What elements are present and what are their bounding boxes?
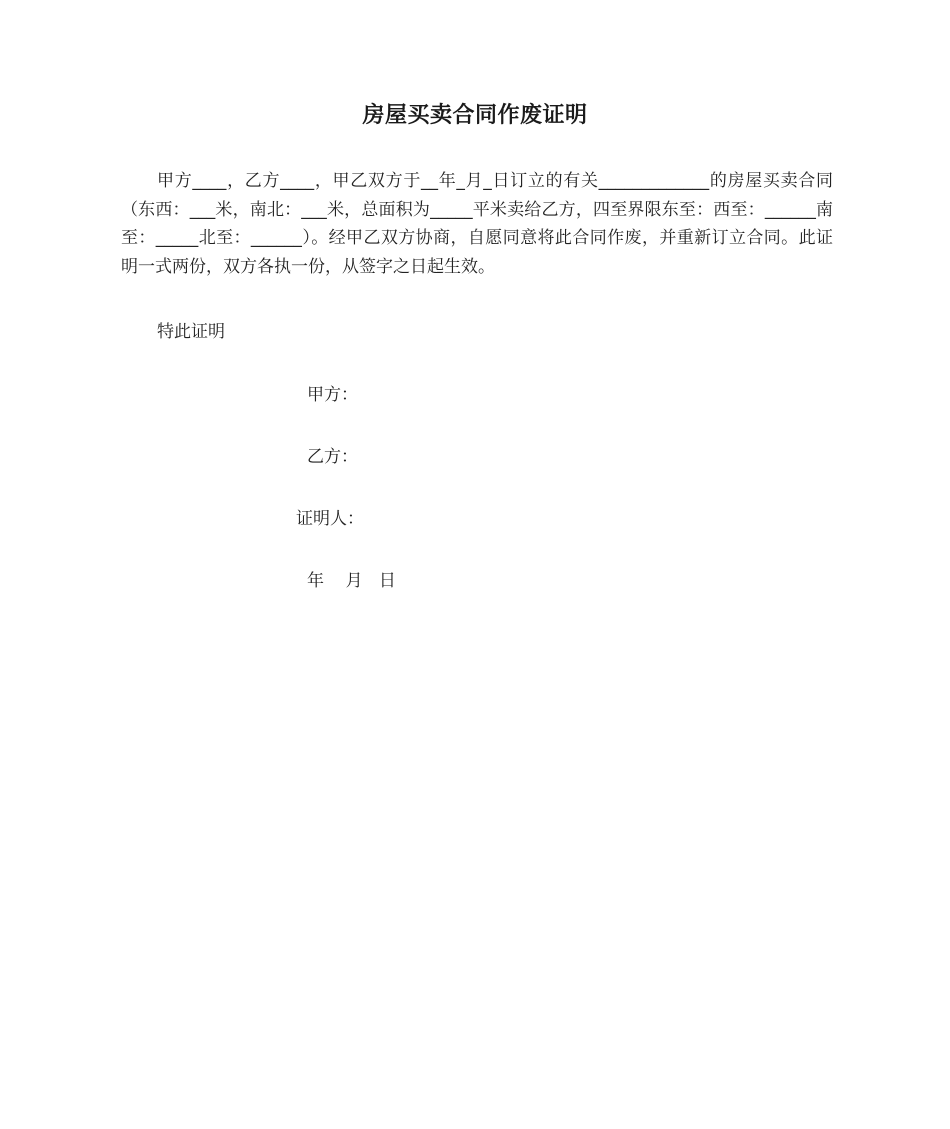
witness-signature-label: 证明人： bbox=[296, 509, 364, 529]
date-line: 年 月 日 bbox=[307, 571, 396, 591]
document-title: 房屋买卖合同作废证明 bbox=[362, 103, 588, 128]
party-a-signature-label: 甲方： bbox=[307, 385, 358, 405]
closing-note: 特此证明 bbox=[157, 322, 225, 342]
party-b-signature-label: 乙方： bbox=[307, 447, 358, 467]
body-paragraph: 甲方____，乙方____，甲乙双方于__年_月_日订立的有关_____________的房屋买卖合同（东西：___米，南北：___米，总面积为_____平米卖给乙方，四至界限东至：西至：______南至：_____北至：______）。经甲乙双方协商，自愿同意将此合同作废，并重新订立合同。此证明一式两份，双方各执一份，从签字之日起生效。 bbox=[121, 171, 833, 277]
